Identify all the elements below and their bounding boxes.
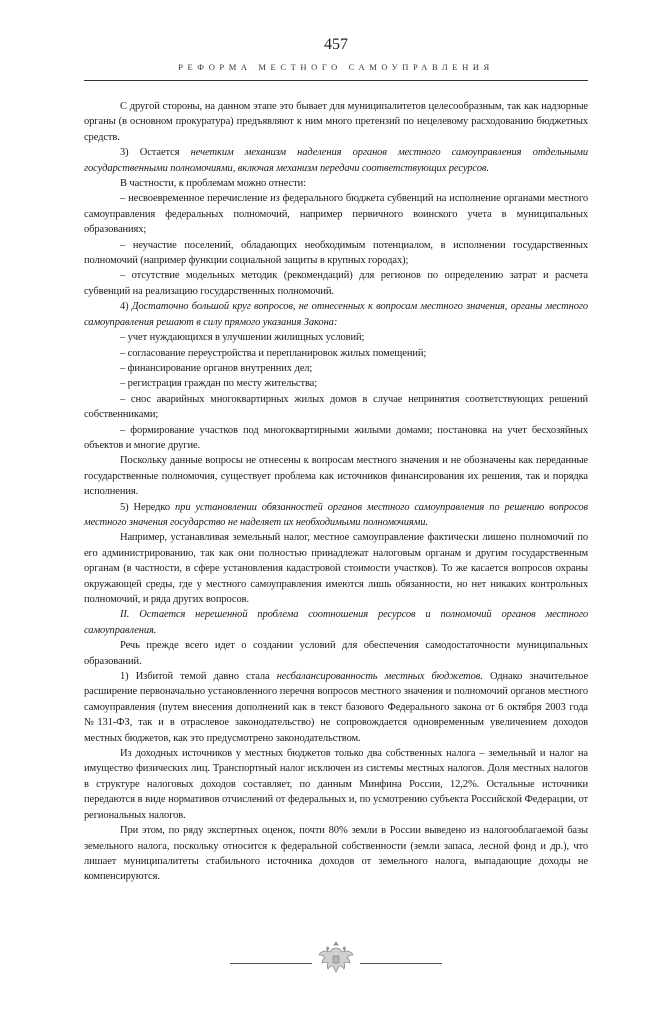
paragraph-emphasis: нечетким механизм наделения органов местного самоуправления отдельными государственными полномочиями, включая механизм передачи соответствующих ресурсов. bbox=[84, 147, 588, 174]
paragraph-text: Однако значительное расширение первоначально установленного перечня вопросов местного значения и полномочий органов местного самоуправления (путем внесения дополнений как в текст базового Федерального закона от 6 октября 2003 года №131-ФЗ, так и в отраслевое законодательство) не сопровождается одновременным увеличением доходов местных бюджетов, как это предусмотрено законодательством. bbox=[84, 671, 589, 744]
header-rule bbox=[84, 80, 588, 81]
running-title: РЕФОРМА МЕСТНОГО САМОУПРАВЛЕНИЯ bbox=[178, 62, 494, 72]
paragraph bbox=[84, 145, 588, 176]
list-item: – согласование переустройства и перепланировок жилых помещений; bbox=[120, 347, 427, 359]
page-number: 457 bbox=[324, 36, 348, 53]
paragraph: В частности, к проблемам можно отнести: bbox=[120, 178, 306, 190]
double-headed-eagle-emblem-icon bbox=[316, 938, 356, 978]
section-heading bbox=[84, 607, 588, 638]
list-item: – отсутствие модельных методик (рекомендаций) для регионов по определению затрат и расчета субвенций на реализацию государственных полномочий. bbox=[84, 270, 588, 297]
list-item: – несвоевременное перечисление из федерального бюджета субвенций на исполнение органами местного самоуправления федеральных полномочий, например первичного воинского учета в муниципальных образованиях; bbox=[84, 193, 588, 236]
footer-rule-left bbox=[230, 963, 312, 964]
paragraph: При этом, по ряду экспертных оценок, почти 80% земли в России выведено из налогооблагаемой базы земельного налога, поскольку относится к федеральной собственности (земли запаса, лесной фонд и др.), что лишает муниципалитеты стабильного источника доходов от земельного налога, выпадающие доходы не компенсируются. bbox=[84, 825, 588, 883]
list-item: – финансирование органов внутренних дел; bbox=[120, 362, 313, 374]
paragraph-text: 1) Избитой темой давно стала bbox=[120, 671, 277, 683]
paragraph-emphasis: II. Остается нерешенной проблема соотношения ресурсов и полномочий органов местного самоуправления. bbox=[84, 609, 588, 636]
paragraph-text: 3) Остается bbox=[120, 147, 191, 159]
paragraph-emphasis: несбалансированность местных бюджетов. bbox=[276, 671, 483, 683]
list-item: – учет нуждающихся в улучшении жилищных условий; bbox=[120, 332, 365, 344]
paragraph bbox=[84, 500, 588, 531]
paragraph bbox=[84, 669, 588, 746]
paragraph-emphasis: при установлении обязанностей органов местного самоуправления по решению вопросов местного значения государство не наделяет их необходимыми полномочиями. bbox=[84, 501, 588, 528]
paragraph: Поскольку данные вопросы не отнесены к вопросам местного значения и не обозначены как переданные государственные полномочия, существует проблема как источников финансирования их решения, так и порядка исполнения. bbox=[84, 455, 588, 498]
paragraph: Речь прежде всего идет о создании условий для обеспечения самодостаточности муниципальных образований. bbox=[84, 640, 588, 667]
paragraph-text: 5) Нередко bbox=[120, 501, 176, 513]
body-text bbox=[84, 99, 588, 885]
paragraph-emphasis: Достаточно большой круг вопросов, не отнесенных к вопросам местного значения, органы местного самоуправления решают в силу прямого указания Закона: bbox=[84, 301, 588, 328]
list-item: – регистрация граждан по месту жительства; bbox=[120, 378, 318, 390]
list-item: – формирование участков под многоквартирными жилыми домами; постановка на учет бесхозяйных объектов и многие другие. bbox=[84, 424, 588, 451]
paragraph: Например, устанавливая земельный налог, местное самоуправление фактически лишено полномочий по его администрированию, так как они полностью принадлежат налоговым органам и другим государственным органам (в частности, в сфере установления кадастровой стоимости участков). То же касается вопросов охраны окружающей среды, где у местного самоуправления имеются лишь обязанности, но нет никаких контрольных полномочий, и ряда других вопросов. bbox=[84, 532, 588, 605]
footer-rule-right bbox=[360, 963, 442, 964]
paragraph: Из доходных источников у местных бюджетов только два собственных налога – земельный и налог на имущество физических лиц. Транспортный налог исключен из системы местных налогов. Доля местных налогов в структуре налоговых доходов составляет, по данным Минфина России, 12,2%. Остальные источники передаются в виде нормативов отчислений от федеральных и, по усмотрению субъекта Российской Федерации, от региональных налогов. bbox=[84, 748, 588, 821]
paragraph: С другой стороны, на данном этапе это бывает для муниципалитетов целесообразным, так как надзорные органы (в основном прокуратура) предъявляют к ним много претензий по нецелевому расходованию бюджетных средств. bbox=[84, 101, 588, 143]
paragraph-text: 4) bbox=[120, 301, 132, 313]
list-item: – снос аварийных многоквартирных жилых домов в случае непринятия соответствующих решений собственниками; bbox=[84, 393, 588, 421]
paragraph bbox=[84, 299, 588, 330]
list-item: – неучастие поселений, обладающих необходимым потенциалом, в исполнении государственных полномочий (например функции социальной защиты в крупных городах); bbox=[84, 239, 588, 267]
page-footer bbox=[0, 936, 672, 976]
